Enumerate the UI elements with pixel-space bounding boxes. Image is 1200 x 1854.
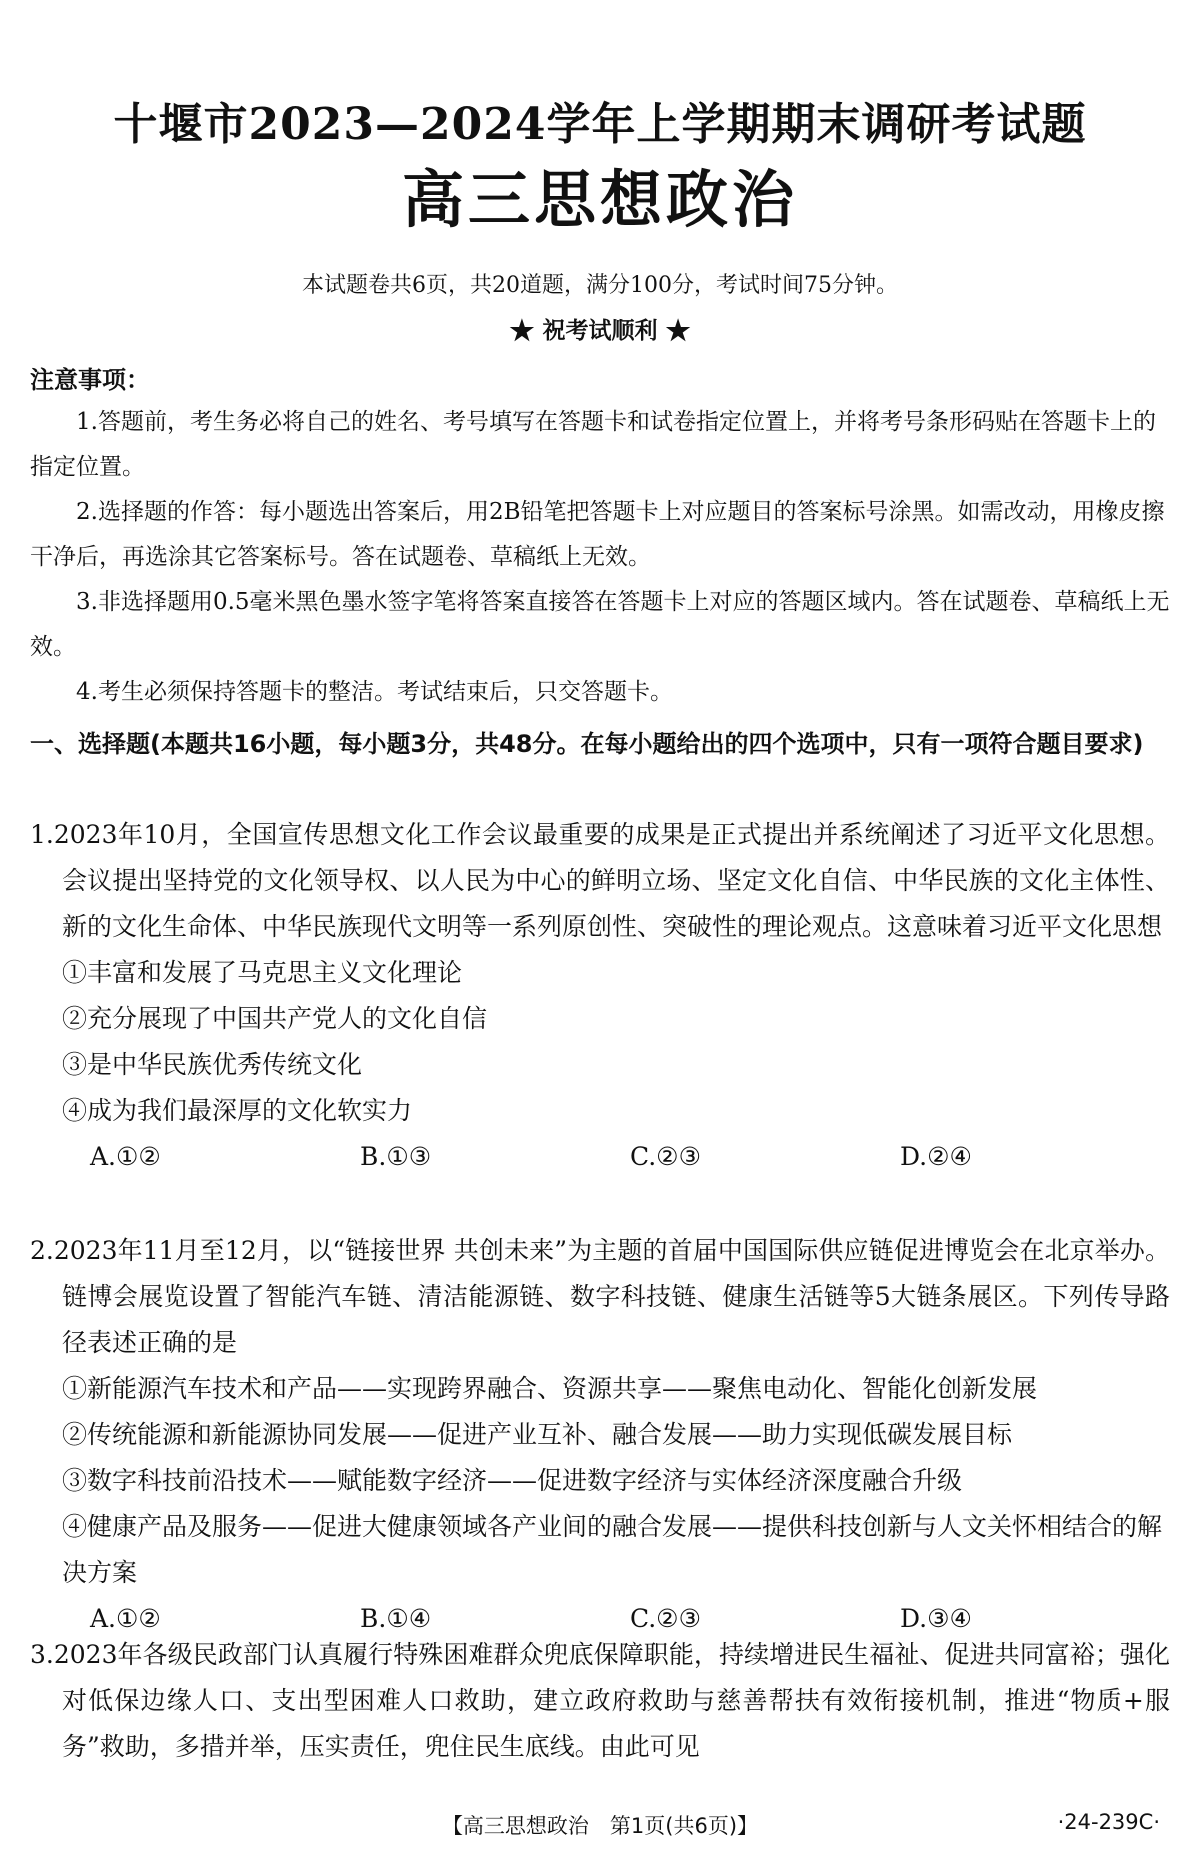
question-statement: ②传统能源和新能源协同发展——促进产业互补、融合发展——助力实现低碳发展目标 — [62, 1420, 1013, 1449]
exam-info: 本试题卷共6页，共20道题，满分100分，考试时间75分钟。 — [302, 273, 898, 298]
notice-item: 4.考生必须保持答题卡的整洁。考试结束后，只交答题卡。 — [76, 679, 673, 705]
blessing — [0, 312, 1200, 347]
section-title: 一、选择题(本题共16小题，每小题3分，共48分。在每小题给出的四个选项中，只有一项符合题目要求) — [30, 730, 1144, 758]
question-statement: ③是中华民族优秀传统文化 — [62, 1050, 363, 1079]
question-statement: ③数字科技前沿技术——赋能数字经济——促进数字经济与实体经济深度融合升级 — [62, 1466, 963, 1495]
answer-option-a: A.①② — [90, 1604, 161, 1633]
question-statement: ①新能源汽车技术和产品——实现跨界融合、资源共享——聚焦电动化、智能化创新发展 — [62, 1374, 1038, 1403]
page-footer: 【高三思想政治 第1页(共6页)】 — [441, 1814, 759, 1838]
blessing-text: 祝考试顺利 — [542, 317, 658, 344]
question-stem: 3.2023年各级民政部门认真履行特殊困难群众兜底保障职能，持续增进民生福祉、促进共同富裕；强化对低保边缘人口、支出型困难人口救助，建立政府救助与慈善帮扶有效衔接机制，推进“物质+服务”救助，多措并举，压实责任，兜住民生底线。由此可见 — [30, 1640, 1170, 1761]
notice-item: 1.答题前，考生务必将自己的姓名、考号填写在答题卡和试卷指定位置上，并将考号条形码贴在答题卡上的指定位置。 — [30, 409, 1156, 480]
answer-options — [30, 1134, 1170, 1180]
answer-option-c: C.②③ — [630, 1604, 702, 1633]
answer-option-c: C.②③ — [630, 1142, 702, 1171]
star-icon: ★ — [665, 314, 691, 347]
exam-title: 十堰市2023—2024学年上学期期末调研考试题 — [113, 99, 1087, 150]
notice-item: 3.非选择题用0.5毫米黑色墨水签字笔将答案直接答在答题卡上对应的答题区域内。答在试题卷、草稿纸上无效。 — [30, 589, 1170, 660]
notice-item: 2.选择题的作答：每小题选出答案后，用2B铅笔把答题卡上对应题目的答案标号涂黑。如需改动，用橡皮擦干净后，再选涂其它答案标号。答在试题卷、草稿纸上无效。 — [30, 499, 1165, 570]
paper-code: ·24-239C· — [1057, 1810, 1160, 1834]
notice-title: 注意事项： — [30, 366, 150, 394]
answer-option-b: B.①④ — [360, 1604, 432, 1633]
answer-option-d: D.②④ — [900, 1142, 972, 1171]
answer-option-d: D.③④ — [900, 1604, 972, 1633]
question-statement: ④健康产品及服务——促进大健康领域各产业间的融合发展——提供科技创新与人文关怀相结合的解决方案 — [62, 1512, 1163, 1587]
answer-option-a: A.①② — [90, 1142, 161, 1171]
question-2 — [30, 1228, 1170, 1642]
answer-option-b: B.①③ — [360, 1142, 432, 1171]
question-statement: ④成为我们最深厚的文化软实力 — [62, 1096, 413, 1125]
question-stem: 2.2023年11月至12月，以“链接世界 共创未来”为主题的首届中国国际供应链促进博览会在北京举办。链博会展览设置了智能汽车链、清洁能源链、数字科技链、健康生活链等5大链条展区。下列传导路径表述正确的是 — [30, 1236, 1170, 1357]
notice-list — [30, 400, 1170, 715]
star-icon: ★ — [509, 314, 535, 347]
question-statement: ②充分展现了中国共产党人的文化自信 — [62, 1004, 488, 1033]
subject-title: 高三思想政治 — [401, 163, 798, 236]
question-stem: 1.2023年10月，全国宣传思想文化工作会议最重要的成果是正式提出并系统阐述了习近平文化思想。会议提出坚持党的文化领导权、以人民为中心的鲜明立场、坚定文化自信、中华民族的文化主体性、新的文化生命体、中华民族现代文明等一系列原创性、突破性的理论观点。这意味着习近平文化思想 — [30, 820, 1170, 941]
question-3 — [30, 1632, 1170, 1770]
question-1 — [30, 812, 1170, 1180]
question-statement: ①丰富和发展了马克思主义文化理论 — [62, 958, 463, 987]
